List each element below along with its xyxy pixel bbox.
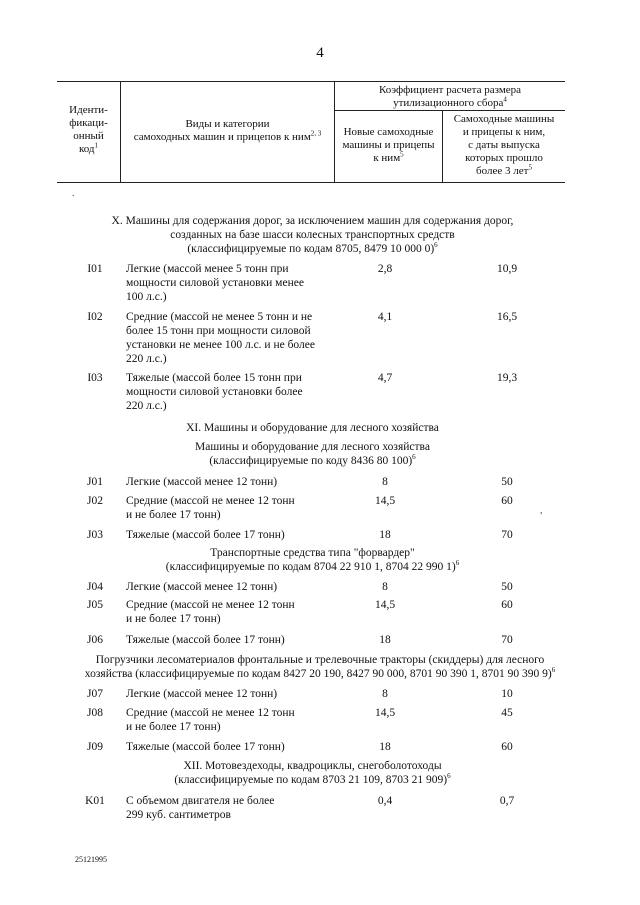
row-value-old: 0,7 <box>499 795 515 807</box>
section-heading: XII. Мотовездеходы, квадроциклы, снегоболотоходы (классифицируемые по кодам 8703 21 109, 8703 21 909)$^6$ <box>174 760 451 786</box>
row-code: J01 <box>87 476 103 488</box>
subsection-heading: Машины и оборудование для лесного хозяйства (классифицируемые по коду 8436 80 100)$^6$ <box>195 441 430 467</box>
scan-mark: . <box>72 188 75 199</box>
row-name: Тяжелые (массой более 17 тонн) <box>126 529 285 541</box>
document-id: 25121995 <box>75 855 107 864</box>
row-value-new: 18 <box>379 529 391 541</box>
row-value-old: 70 <box>501 634 513 646</box>
row-name: Средние (массой не менее 5 тонн и не более 15 тонн при мощности силовой установки не менее 100 л.с. и не более 220 л.с.) <box>126 311 315 365</box>
row-name: Средние (массой не менее 12 тонн и не более 17 тонн) <box>126 495 295 521</box>
row-value-new: 4,7 <box>377 372 393 384</box>
row-value-old: 16,5 <box>496 311 518 323</box>
row-value-new: 8 <box>382 476 388 488</box>
row-value-old: 60 <box>501 495 513 507</box>
header-old: Самоходные машины и прицепы к ним, с даты выпуска которых прошло более 3 лет$^5$ <box>453 113 555 177</box>
row-code: J09 <box>87 741 103 753</box>
header-divider <box>334 110 565 111</box>
row-value-new: 18 <box>379 634 391 646</box>
row-name: Средние (массой не менее 12 тонн и не более 17 тонн) <box>126 707 295 733</box>
subsection-heading: Транспортные средства типа "форвардер" (классифицируемые по кодам 8704 22 910 1, 8704 22 990 1)$^6$ <box>165 547 460 573</box>
row-value-old: 10,9 <box>496 263 518 275</box>
row-value-new: 2,8 <box>377 263 393 275</box>
row-value-new: 14,5 <box>374 599 396 611</box>
row-code: K01 <box>85 795 105 807</box>
row-value-old: 60 <box>501 741 513 753</box>
row-value-old: 50 <box>501 476 513 488</box>
row-value-old: 45 <box>501 707 513 719</box>
row-code: I01 <box>87 263 103 275</box>
row-name: Легкие (массой менее 12 тонн) <box>126 581 278 593</box>
row-name: С объемом двигателя не более 299 куб. сантиметров <box>126 795 275 821</box>
subsection-heading: Погрузчики лесоматериалов фронтальные и трелевочные тракторы (скиддеры) для лесного хозяйства (классифицируемые по кодам 8427 20 190, 8427 90 000, 8701 90 390 1, 8701 90 390 9)$^6$ <box>84 654 556 680</box>
row-name: Легкие (массой менее 12 тонн) <box>126 688 278 700</box>
scan-mark: , <box>540 505 543 516</box>
section-heading: XI. Машины и оборудование для лесного хозяйства <box>186 422 439 434</box>
row-name: Тяжелые (массой более 15 тонн при мощности силовой установки более 220 л.с.) <box>126 372 303 412</box>
row-value-new: 0,4 <box>377 795 393 807</box>
header-coefficient: Коэффициент расчета размера утилизационного сбора$^4$ <box>378 84 522 109</box>
row-value-old: 10 <box>501 688 513 700</box>
row-value-new: 18 <box>379 741 391 753</box>
row-name: Легкие (массой менее 5 тонн при мощности силовой установки менее 100 л.с.) <box>126 263 304 303</box>
row-value-old: 60 <box>501 599 513 611</box>
row-code: J05 <box>87 599 103 611</box>
row-code: I03 <box>87 372 103 384</box>
row-value-new: 8 <box>382 688 388 700</box>
row-value-old: 70 <box>501 529 513 541</box>
row-name: Тяжелые (массой более 17 тонн) <box>126 741 285 753</box>
row-code: J03 <box>87 529 103 541</box>
row-value-new: 14,5 <box>374 707 396 719</box>
row-code: J04 <box>87 581 103 593</box>
row-code: J06 <box>87 634 103 646</box>
header-code: Иденти- фикаци- онный код$^1$ <box>69 104 108 155</box>
row-code: J02 <box>87 495 103 507</box>
table-header <box>57 81 565 183</box>
row-value-new: 14,5 <box>374 495 396 507</box>
row-name: Средние (массой не менее 12 тонн и не более 17 тонн) <box>126 599 295 625</box>
section-heading: X. Машины для содержания дорог, за исключением машин для содержания дорог, созданных на базе шасси колесных транспортных средств (классифицируемые по кодам 8705, 8479 10 000 0)$^6$ <box>111 215 514 255</box>
row-code: I02 <box>87 311 103 323</box>
row-code: J08 <box>87 707 103 719</box>
row-value-old: 50 <box>501 581 513 593</box>
row-value-old: 19,3 <box>496 372 518 384</box>
page-number: 4 <box>316 45 324 61</box>
row-value-new: 8 <box>382 581 388 593</box>
row-name: Тяжелые (массой более 17 тонн) <box>126 634 285 646</box>
row-name: Легкие (массой менее 12 тонн) <box>126 476 278 488</box>
row-code: J07 <box>87 688 103 700</box>
header-kind: Виды и категории самоходных машин и прицепов к ним$^{2, 3}$ <box>133 118 322 143</box>
row-value-new: 4,1 <box>377 311 393 323</box>
header-new: Новые самоходные машины и прицепы к ним$^5$ <box>342 126 435 164</box>
